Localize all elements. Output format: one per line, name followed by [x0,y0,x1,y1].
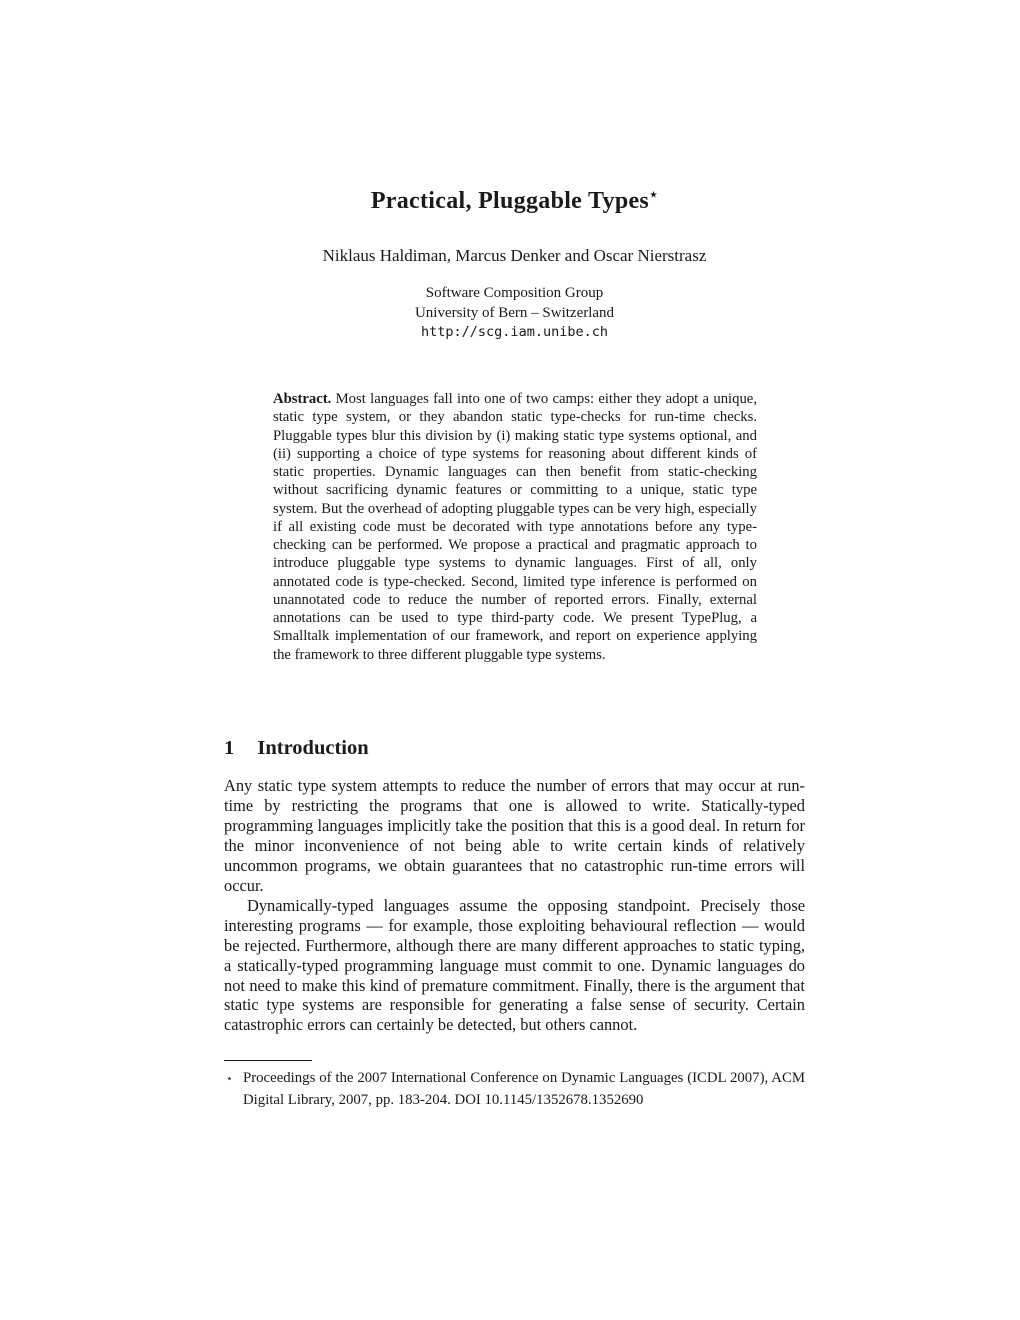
affiliation-url-link[interactable]: http://scg.iam.unibe.ch [421,324,608,340]
section-number: 1 [224,737,235,759]
authors-line: Niklaus Haldiman, Marcus Denker and Oscar Nierstrasz [322,246,707,265]
footnote [224,1060,805,1111]
abstract-text: Most languages fall into one of two camps: either they adopt a unique, static type system, or they abandon static type-checks for run-time checks. Pluggable types blur this division by (i) making static type systems optional, and (ii) supporting a choice of type systems for reasoning about different kinds of static properties. Dynamic languages can then benefit from static-checking without sacrificing dynamic features or committing to a unique, static type system. But the overhead of adopting pluggable types can be very high, especially if all existing code must be decorated with type annotations before any type-checking can be performed. We propose a practical and pragmatic approach to introduce pluggable type systems to dynamic languages. First of all, only annotated code is type-checked. Second, limited type inference is performed on unannotated code to reduce the number of reported errors. Finally, external annotations can be used to type third-party code. We present TypePlug, a Smalltalk implementation of our framework, and report on experience applying the framework to three different pluggable type systems. [273,391,757,663]
paragraph: Any static type system attempts to reduce the number of errors that may occur at run-time by restricting the programs that one is allowed to write. Statically-typed programming languages implicitly take the position that this is a good deal. In return for the minor inconvenience of not being able to write certain kinds of relatively uncommon programs, we obtain guarantees that no catastrophic run-time errors will occur. [224,776,805,895]
introduction-body [224,776,805,1035]
paragraph: Dynamically-typed languages assume the opposing standpoint. Precisely those interesting programs — for example, those exploiting behavioural reflection — would be rejected. Furthermore, although there are many different approaches to static typing, a statically-typed programming language must commit to one. Dynamic languages do not need to make this kind of premature commitment. Finally, there is the argument that static type systems are responsible for generating a false sense of security. Certain catastrophic errors can certainly be detected, but others cannot. [224,895,805,1035]
section-title: Introduction [257,737,369,759]
paper-title [224,186,805,216]
footnote-body [224,1068,805,1111]
footnote-marker: ⋆ [226,1073,233,1085]
affiliation-block [224,284,805,343]
affiliation-group: Software Composition Group [425,285,604,301]
footnote-rule [224,1060,312,1061]
abstract [273,390,757,664]
paper-title-text: Practical, Pluggable Types [370,188,650,214]
abstract-label: Abstract. [273,391,332,407]
title-footnote-marker: ⋆ [649,188,659,203]
footnote-text: Proceedings of the 2007 International Conference on Dynamic Languages (ICDL 2007), ACM Digital Library, 2007, pp. 183-204. DOI 10.1145/1352678.1352690 [243,1070,805,1108]
affiliation-university: University of Bern – Switzerland [414,304,615,321]
section-heading [224,735,805,761]
